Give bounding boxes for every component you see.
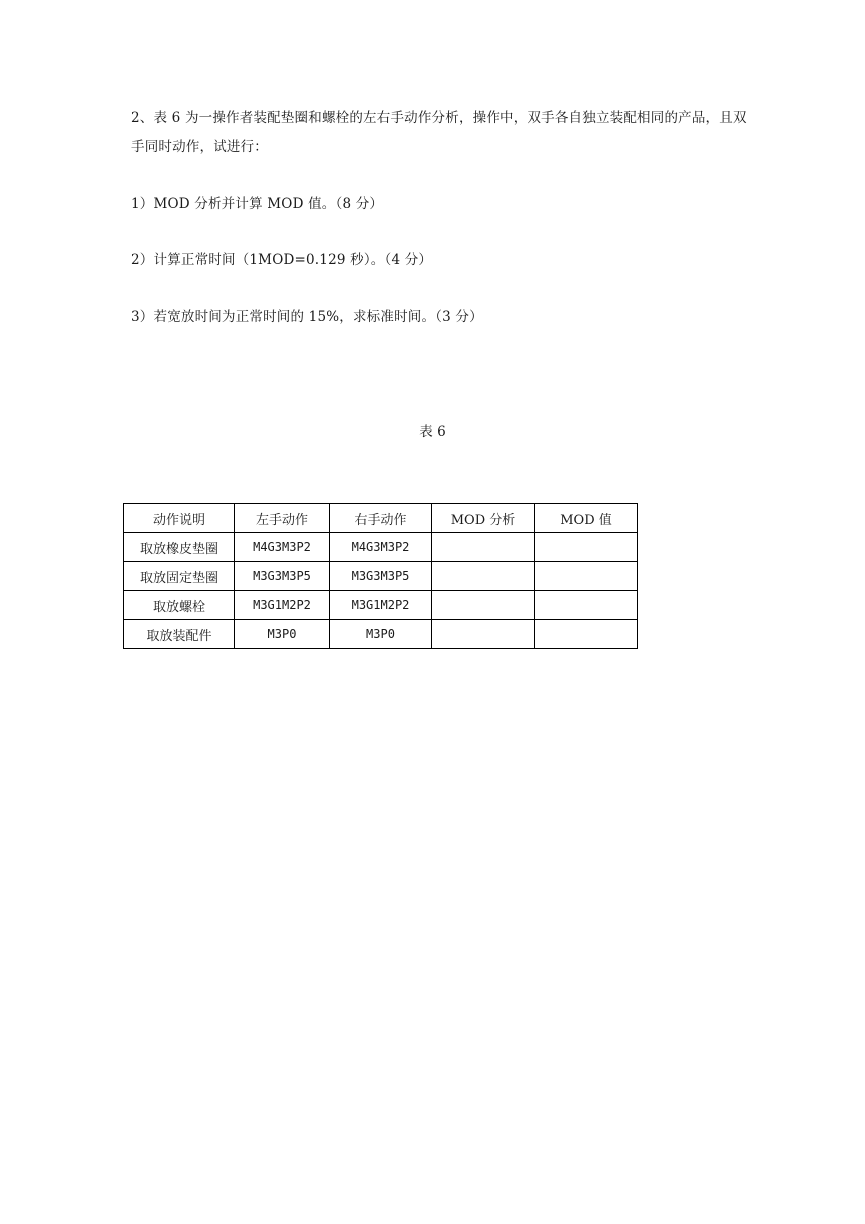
cell-mod-analysis <box>432 591 535 620</box>
table-row <box>124 562 638 591</box>
table-row <box>124 620 638 649</box>
cell-mod-analysis <box>432 562 535 591</box>
header-left-hand: 左手动作 <box>235 504 330 533</box>
header-mod-analysis: MOD 分析 <box>432 504 535 533</box>
cell-left-hand: M3G3M3P5 <box>235 562 330 591</box>
cell-right-hand: M3P0 <box>330 620 432 649</box>
cell-action: 取放螺栓 <box>124 591 235 620</box>
cell-left-hand: M4G3M3P2 <box>235 533 330 562</box>
cell-mod-value <box>535 533 638 562</box>
cell-action: 取放固定垫圈 <box>124 562 235 591</box>
cell-left-hand: M3G1M2P2 <box>235 591 330 620</box>
sub-question-1: 1）MOD 分析并计算 MOD 值。（8 分） <box>131 196 384 212</box>
sub-question-3: 3）若宽放时间为正常时间的 15%，求标准时间。（3 分） <box>131 309 483 325</box>
table-row <box>124 591 638 620</box>
cell-left-hand: M3P0 <box>235 620 330 649</box>
cell-mod-value <box>535 620 638 649</box>
cell-mod-value <box>535 591 638 620</box>
table-header-row <box>124 504 638 533</box>
mod-analysis-table <box>123 503 638 649</box>
cell-mod-value <box>535 562 638 591</box>
question-intro: 2、表 6 为一操作者装配垫圈和螺栓的左右手动作分析，操作中，双手各自独立装配相同的产品，且双手同时动作，试进行： <box>131 110 747 155</box>
header-mod-value: MOD 值 <box>535 504 638 533</box>
cell-action: 取放橡皮垫圈 <box>124 533 235 562</box>
cell-right-hand: M4G3M3P2 <box>330 533 432 562</box>
cell-right-hand: M3G1M2P2 <box>330 591 432 620</box>
cell-mod-analysis <box>432 533 535 562</box>
table-row <box>124 533 638 562</box>
table-caption: 表 6 <box>419 424 446 440</box>
header-action-description: 动作说明 <box>124 504 235 533</box>
header-right-hand: 右手动作 <box>330 504 432 533</box>
cell-action: 取放装配件 <box>124 620 235 649</box>
cell-mod-analysis <box>432 620 535 649</box>
cell-right-hand: M3G3M3P5 <box>330 562 432 591</box>
sub-question-2: 2）计算正常时间（1MOD=0.129 秒）。（4 分） <box>131 252 433 268</box>
